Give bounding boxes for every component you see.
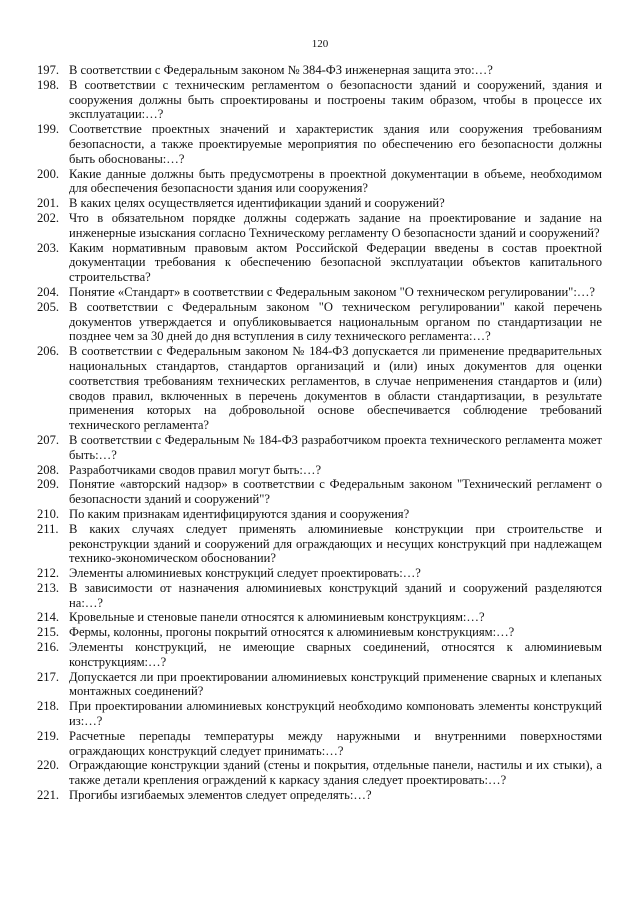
question-item <box>37 699 602 729</box>
question-number: 220. <box>37 758 60 773</box>
question-number: 209. <box>37 477 60 492</box>
question-text: Понятие «Стандарт» в соответствии с Федеральным законом "О техническом регулировании":…? <box>69 284 596 299</box>
question-text: Кровельные и стеновые панели относятся к алюминиевым конструкциям:…? <box>69 610 485 625</box>
question-item <box>37 581 602 611</box>
question-text: Фермы, колонны, прогоны покрытий относятся к алюминиевым конструкциям:…? <box>69 625 515 640</box>
question-item <box>37 788 602 803</box>
question-item <box>37 522 602 566</box>
question-item <box>37 566 602 581</box>
question-number: 213. <box>37 580 60 595</box>
question-text: Расчетные перепады температуры между наружными и внутренними поверхностями ограждающих конструкций следует принимать:…? <box>69 728 602 758</box>
question-number: 214. <box>37 610 60 625</box>
question-item <box>37 625 602 640</box>
page-number: 120 <box>311 38 329 50</box>
question-text: Допускается ли при проектировании алюминиевых конструкций применение сварных и клепаных монтажных соединений? <box>69 669 602 699</box>
question-text: В соответствии с техническим регламентом о безопасности зданий и сооружений, здания и сооружения должны быть спроектированы и построены таким образом, чтобы в процессе их эксплуатации:…? <box>69 77 602 122</box>
question-text: В соответствии с Федеральным законом № 184-ФЗ допускается ли применение предварительных национальных стандартов, стандартов организаций и (или) иных документов для оценки соответствия требованиям технических регламентов, в случае неприменения стандартов и (или) сводов правил, включенных в перечень документов в области стандартизации, в результате применения которых на добровольной основе обеспечивается соблюдение требований технического регламента? <box>69 344 602 433</box>
question-text: В каких случаях следует применять алюминиевые конструкции при строительстве и реконструкции зданий и сооружений для ограждающих и несущих конструкций при надлежащем технико-экономическом обосновании? <box>69 521 602 566</box>
question-text: Соответствие проектных значений и характеристик здания или сооружения требованиям безопасности, а также проектируемые мероприятия по обеспечению его безопасности должны быть обоснованы:…? <box>69 122 602 166</box>
question-item <box>37 122 602 166</box>
question-number: 207. <box>37 432 60 447</box>
question-number: 203. <box>37 240 60 255</box>
question-text: Разработчиками сводов правил могут быть:…? <box>69 462 322 477</box>
question-number: 201. <box>37 196 60 211</box>
question-item <box>37 670 602 700</box>
question-number: 206. <box>37 344 60 359</box>
question-item <box>37 211 602 241</box>
question-text: В соответствии с Федеральным законом "О техническом регулировании" какой перечень документов утверждается и опубликовывается национальным органом по стандартизации не позднее чем за 30 дней до дня вступления в силу технического регламента:…? <box>69 299 602 344</box>
question-text: Прогибы изгибаемых элементов следует определять:…? <box>69 788 372 803</box>
question-number: 212. <box>37 566 60 581</box>
question-number: 198. <box>37 77 60 92</box>
question-text: Элементы алюминиевых конструкций следует проектировать:…? <box>69 566 421 581</box>
question-number: 211. <box>37 521 59 536</box>
question-item <box>37 729 602 759</box>
question-item <box>37 640 602 670</box>
question-item <box>37 63 602 78</box>
question-item <box>37 241 602 285</box>
question-number: 197. <box>37 63 60 77</box>
question-item <box>37 463 602 478</box>
question-text: Какие данные должны быть предусмотрены в проектной документации в объеме, необходимом для обеспечения безопасности здания или сооружения? <box>69 166 602 196</box>
question-item <box>37 433 602 463</box>
question-text: Каким нормативным правовым актом Российской Федерации введены в состав проектной документации требования к обеспечению безопасной эксплуатации объектов капитального строительства? <box>69 240 602 285</box>
question-item <box>37 167 602 197</box>
question-number: 215. <box>37 625 60 640</box>
question-text: В соответствии с Федеральным законом № 384-ФЗ инженерная защита это:…? <box>69 63 493 77</box>
question-text: Что в обязательном порядке должны содержать задание на проектирование и задание на инженерные изыскания согласно Техническому регламенту О безопасности зданий и сооружений? <box>69 210 602 240</box>
question-list <box>37 63 602 803</box>
question-text: Понятие «авторский надзор» в соответствии с Федеральным законом "Технический регламент о безопасности зданий и сооружений"? <box>69 477 602 507</box>
question-text: В каких целях осуществляется идентификации зданий и сооружений? <box>69 196 445 211</box>
question-number: 205. <box>37 299 60 314</box>
question-item <box>37 477 602 507</box>
question-text: Элементы конструкций, не имеющие сварных соединений, относятся к алюминиевым конструкциям:…? <box>69 640 602 669</box>
question-number: 221. <box>37 788 60 803</box>
question-number: 218. <box>37 699 60 714</box>
question-number: 204. <box>37 284 60 299</box>
question-number: 202. <box>37 210 60 225</box>
question-number: 208. <box>37 462 60 477</box>
question-item <box>37 285 602 300</box>
question-item <box>37 196 602 211</box>
question-item <box>37 507 602 522</box>
question-text: В зависимости от назначения алюминиевых конструкций зданий и сооружений разделяются на:…? <box>69 580 602 610</box>
question-number: 199. <box>37 122 60 137</box>
question-item <box>37 344 602 433</box>
question-number: 217. <box>37 669 60 684</box>
question-item <box>37 610 602 625</box>
question-number: 200. <box>37 166 60 181</box>
question-item <box>37 758 602 788</box>
question-number: 210. <box>37 506 60 521</box>
question-item <box>37 78 602 122</box>
question-item <box>37 300 602 344</box>
question-number: 216. <box>37 640 60 655</box>
question-text: В соответствии с Федеральным № 184-ФЗ разработчиком проекта технического регламента может быть:…? <box>69 432 602 462</box>
question-text: По каким признакам идентифицируются здания и сооружения? <box>69 506 410 521</box>
question-number: 219. <box>37 728 60 743</box>
question-text: Ограждающие конструкции зданий (стены и покрытия, отдельные панели, настилы и их стыки), а также детали крепления ограждений к каркасу здания следует проектировать:…? <box>69 758 602 788</box>
question-text: При проектировании алюминиевых конструкций необходимо компоновать элементы конструкций из:…? <box>69 699 602 729</box>
